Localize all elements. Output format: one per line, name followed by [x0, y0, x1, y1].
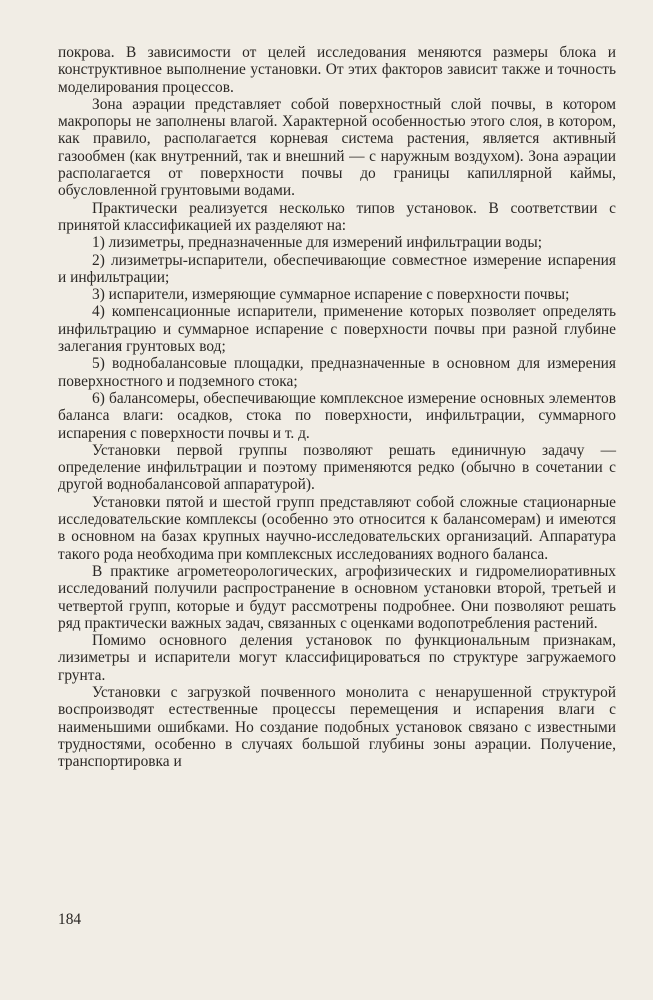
paragraph-continuation: покрова. В зависимости от целей исследования меняются размеры блока и конструктивное выполнение установки. От этих факторов зависит также и точность моделирования процессов. [58, 44, 616, 96]
list-item-water-balance-plots: 5) воднобалансовые площадки, предназначенные в основном для измерения поверхностного и подземного стока; [58, 355, 616, 390]
paragraph-installation-types: Практически реализуется несколько типов установок. В соответствии с принятой классификацией их разделяют на: [58, 199, 616, 234]
paragraph-classification: Помимо основного деления установок по функциональным признакам, лизиметры и испарители могут классифицироваться по структуре загружаемого грунта. [58, 632, 616, 684]
paragraph-practice: В практике агрометеорологических, агрофизических и гидромелиоративных исследований получили распространение в основном установки второй, третьей и четвертой групп, которые и будут рассмотрены подробнее. Они позволяют решать ряд практически важных задач, связанных с оценками водопотребления растений. [58, 562, 616, 632]
paragraph-fifth-sixth-groups: Установки пятой и шестой групп представляют собой сложные стационарные исследовательские комплексы (особенно это относится к балансомерам) и имеются в основном на базах крупных научно-исследовательских организаций. Аппаратура такого рода необходима при комплексных исследованиях водного баланса. [58, 493, 616, 563]
paragraph-monolith: Установки с загрузкой почвенного монолита с ненарушенной структурой воспроизводят естественные процессы перемещения и испарения влаги с наименьшими ошибками. Но создание подобных установок связано с известными трудностями, особенно в случаях большой глубины зоны аэрации. Получение, транспортировка и [58, 683, 616, 771]
list-item-evaporators: 3) испарители, измеряющие суммарное испарение с поверхности почвы; [92, 286, 570, 304]
list-item-balance-meters: 6) балансомеры, обеспечивающие комплексное измерение основных элементов баланса влаги: осадков, стока по поверхности, инфильтрации, суммарного испарения с поверхности почвы и т. д. [58, 389, 616, 442]
list-item-compensation-evaporators: 4) компенсационные испарители, применение которых позволяет определять инфильтрацию и суммарное испарение с поверхности почвы при разной глубине залегания грунтовых вод; [58, 303, 616, 356]
list-item-lysimeters: 1) лизиметры, предназначенные для измерений инфильтрации воды; [92, 234, 543, 252]
page-number: 184 [58, 911, 82, 928]
paragraph-first-group: Установки первой группы позволяют решать единичную задачу — определение инфильтрации и поэтому применяются редко (обычно в сочетании с другой воднобалансовой аппаратурой). [58, 441, 616, 494]
list-item-lysimeter-evaporators: 2) лизиметры-испарители, обеспечивающие совместное измерение испарения и инфильтрации; [58, 251, 616, 286]
paragraph-aeration-zone: Зона аэрации представляет собой поверхностный слой почвы, в котором макропоры не заполнены влагой. Характерной особенностью этого слоя, в котором, как правило, располагается корневая система растения, является активный газообмен (как внутренний, так и внешний — с наружным воздухом). Зона аэрации располагается от поверхности почвы до границы капиллярной каймы, обусловленной грунтовыми водами. [58, 95, 616, 200]
page-body [58, 44, 616, 770]
